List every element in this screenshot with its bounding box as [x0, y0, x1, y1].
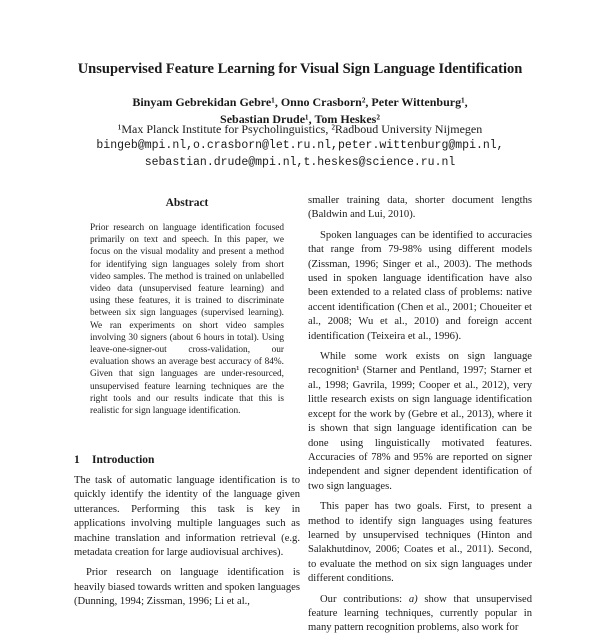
contributions-lead: Our contributions: [320, 593, 409, 605]
emails-line-1: bingeb@mpi.nl,o.crasborn@let.ru.nl,peter.wittenburg@mpi.nl, [96, 139, 504, 152]
abstract-text: Prior research on language identification focused primarily on text and speech. In this paper, we focus on the visual modality and present a method for identifying sign languages solely from short video samples. The method is trained on unlabelled video data (unsupervised feature learning) and using these features, it is trained to discriminate between six sign languages (supervised learning). We ran experiments on short video samples involving 30 signers (about 6 hours in total). Using leave-one-signer-out cross-validation, our evaluation shows an average best accuracy of 84%. Given that sign languages are under-resourced, unsupervised feature learning techniques are the right tools and our results indicate that this is realistic for sign language identification. [90, 223, 284, 417]
contributions-text: show that unsupervised feature learning techniques, currently popular in many pattern recognition problems, also work for [308, 593, 533, 634]
author-emails [20, 137, 580, 171]
intro-paragraph-1: The task of automatic language identification is to quickly identify the identity of the language given utterances. Performing this task is key in applications involving multiple languages such as machine translation and information retrieval (e.g. metadata creation for large audiovisual archives). [74, 475, 300, 559]
right-paragraph-3: While some work exists on sign language recognition¹ (Starner and Pentland, 1997; Starner et al., 1998; Gavrila, 1999; Cooper et al., 2012), very little research exists on sign language identification except for the work by (Gebre et al., 2013), where it is shown that sign language identification can be done using linguistically motivated features. Accuracies of 78% and 95% are reported on signer independent and signer dependent identification of two sign languages. [308, 351, 532, 492]
right-paragraph-2: Spoken languages can be identified to accuracies that range from 79-98% using different models (Zissman, 1996; Singer et al., 2003). The methods used in spoken language identification have also been extended to a related class of problems: native accent identification (Chen et al., 2001; Choueiter et al., 2008; Wu et al., 2010) and foreign accent identification (Teixeira et al., 1996). [308, 229, 532, 342]
authors-line-2: Sebastian Drude¹, Tom Heskes² [220, 112, 380, 126]
right-paragraph-1: smaller training data, shorter document lengths (Baldwin and Lui, 2010). [308, 195, 532, 221]
right-paragraph-4: This paper has two goals. First, to present a method to identify sign languages using features learned by unsupervised techniques (Hinton and Salakhutdinov, 2006; Coates et al., 2011). Second, to evaluate the method on six sign languages under different conditions. [308, 501, 532, 585]
paper-title: Unsupervised Feature Learning for Visual Sign Language Identification [77, 61, 523, 77]
section-number: 1 [74, 454, 80, 466]
section-title: Introduction [92, 454, 155, 466]
section-heading-introduction [74, 453, 300, 467]
intro-paragraph-2: Prior research on language identification is heavily biased towards written and spoken languages (Dunning, 1994; Zissman, 1996; Li et al., [74, 567, 300, 608]
emails-line-2: sebastian.drude@mpi.nl,t.heskes@science.ru.nl [144, 156, 456, 169]
abstract-heading: Abstract [165, 197, 209, 209]
left-column-body [74, 474, 300, 610]
authors-line-1: Binyam Gebrekidan Gebre¹, Onno Crasborn², Peter Wittenburg¹, [132, 95, 468, 109]
contribution-marker: a) [408, 593, 418, 605]
affiliations: ¹Max Planck Institute for Psycholinguistics, ²Radboud University Nijmegen [117, 122, 483, 136]
right-paragraph-5 [308, 593, 532, 636]
right-column-body [308, 194, 532, 636]
